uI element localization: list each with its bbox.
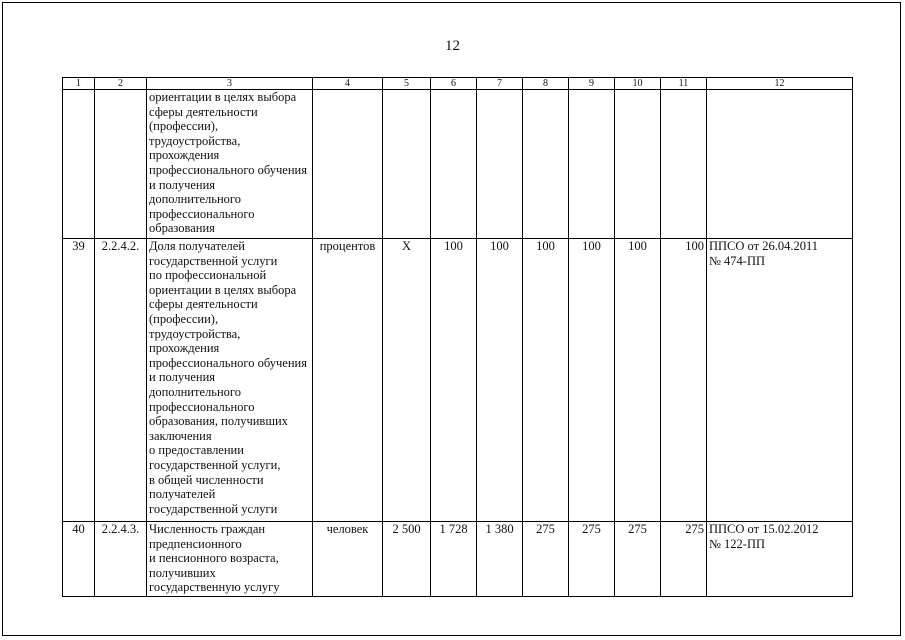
- description-line: сферы деятельности: [149, 297, 258, 312]
- description-line: ориентации в целях выбора: [149, 90, 297, 104]
- description-line: трудоустройства,: [149, 133, 241, 148]
- table-row: [63, 522, 853, 597]
- legal-basis: [707, 522, 853, 597]
- value-cell: [569, 90, 615, 239]
- value-cell: 275: [615, 522, 661, 597]
- description-line: профессионального: [149, 399, 255, 414]
- unit-cell: процентов: [313, 239, 383, 522]
- legal-basis-line: № 122-ПП: [709, 536, 766, 551]
- description-line: ориентации в целях выбора: [149, 282, 297, 297]
- legal-basis: [707, 239, 853, 522]
- description-line: получивших: [149, 565, 216, 580]
- column-header: 11: [661, 78, 707, 90]
- value-cell: Х: [383, 239, 431, 522]
- value-cell: 275: [661, 522, 707, 597]
- value-cell: 1 380: [477, 522, 523, 597]
- page-number: 12: [445, 38, 460, 54]
- description-line: (профессии),: [149, 311, 219, 326]
- value-cell: 100: [477, 239, 523, 522]
- indicator-code: [95, 90, 147, 239]
- description-line: дополнительного: [149, 192, 241, 207]
- table-row: [63, 90, 853, 239]
- description-line: государственной услуги: [149, 253, 278, 268]
- unit-cell: [313, 90, 383, 239]
- description-line: трудоустройства,: [149, 326, 241, 341]
- description-line: образования: [149, 221, 215, 236]
- column-header: 8: [523, 78, 569, 90]
- description-line: профессионального обучения: [149, 355, 307, 370]
- description-line: государственной услуги: [149, 501, 278, 516]
- column-header: 4: [313, 78, 383, 90]
- value-cell: 275: [569, 522, 615, 597]
- value-cell: 100: [615, 239, 661, 522]
- description-line: государственной услуги,: [149, 457, 281, 472]
- legal-basis: [707, 90, 853, 239]
- description-line: государственную услугу: [149, 580, 280, 595]
- value-cell: 275: [523, 522, 569, 597]
- description-line: заключения: [149, 428, 212, 443]
- indicator-description: [147, 239, 313, 522]
- description-line: Доля получателей: [149, 239, 245, 253]
- description-line: прохождения: [149, 148, 220, 163]
- indicator-description: [147, 90, 313, 239]
- column-header: 2: [95, 78, 147, 90]
- description-line: по профессиональной: [149, 268, 267, 283]
- description-line: предпенсионного: [149, 536, 242, 551]
- value-cell: [523, 90, 569, 239]
- value-cell: [661, 90, 707, 239]
- value-cell: 100: [431, 239, 477, 522]
- row-number: 39: [63, 239, 95, 522]
- legal-basis-line: ППСО от 26.04.2011: [709, 239, 819, 253]
- column-header: 5: [383, 78, 431, 90]
- description-line: профессионального обучения: [149, 162, 307, 177]
- description-line: Численность граждан: [149, 522, 266, 536]
- description-line: и получения: [149, 370, 216, 385]
- column-header: 6: [431, 78, 477, 90]
- column-header: 9: [569, 78, 615, 90]
- column-header: 12: [707, 78, 853, 90]
- row-number: 40: [63, 522, 95, 597]
- unit-cell: человек: [313, 522, 383, 597]
- indicator-code: 2.2.4.2.: [95, 239, 147, 522]
- indicators-table: [62, 77, 853, 597]
- description-line: и пенсионного возраста,: [149, 551, 279, 566]
- description-line: в общей численности: [149, 472, 264, 487]
- table-row: [63, 239, 853, 522]
- column-header: 3: [147, 78, 313, 90]
- value-cell: [431, 90, 477, 239]
- description-line: о предоставлении: [149, 443, 244, 458]
- row-number: [63, 90, 95, 239]
- description-line: образования, получивших: [149, 414, 288, 429]
- value-cell: 100: [569, 239, 615, 522]
- value-cell: 2 500: [383, 522, 431, 597]
- value-cell: 1 728: [431, 522, 477, 597]
- value-cell: [383, 90, 431, 239]
- description-line: профессионального: [149, 206, 255, 221]
- description-line: сферы деятельности: [149, 104, 258, 119]
- value-cell: [477, 90, 523, 239]
- indicator-description: [147, 522, 313, 597]
- column-header: 7: [477, 78, 523, 90]
- description-line: и получения: [149, 177, 216, 192]
- description-line: прохождения: [149, 341, 220, 356]
- description-line: дополнительного: [149, 384, 241, 399]
- column-number-row: [63, 78, 853, 90]
- legal-basis-line: № 474-ПП: [709, 253, 766, 268]
- description-line: (профессии),: [149, 119, 219, 134]
- value-cell: 100: [661, 239, 707, 522]
- description-line: получателей: [149, 487, 216, 502]
- indicator-code: 2.2.4.3.: [95, 522, 147, 597]
- value-cell: 100: [523, 239, 569, 522]
- column-header: 1: [63, 78, 95, 90]
- value-cell: [615, 90, 661, 239]
- legal-basis-line: ППСО от 15.02.2012: [709, 522, 819, 536]
- column-header: 10: [615, 78, 661, 90]
